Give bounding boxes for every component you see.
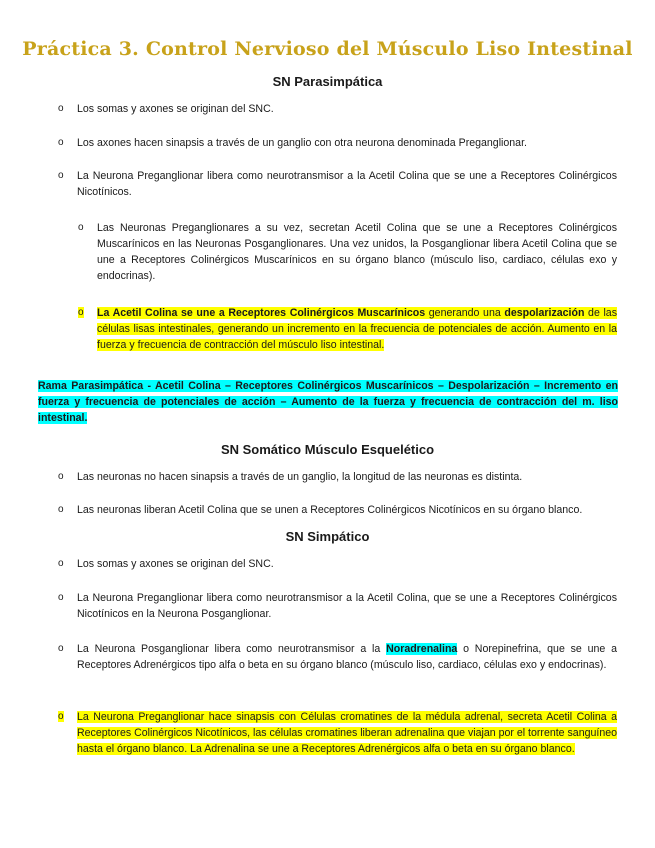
- list-item: Las neuronas no hacen sinapsis a través de un ganglio, la longitud de las neuronas es distinta.: [77, 471, 523, 483]
- list-item: La Neurona Preganglionar libera como neurotransmisor a la Acetil Colina, que se une a Receptores Colinérgicos Nicotínicos en la Neurona Posganglionar.: [77, 592, 617, 620]
- bullet-marker: o: [58, 504, 64, 515]
- noradrenalina-highlight: Noradrenalina: [386, 643, 458, 655]
- bullet-marker: o: [58, 137, 64, 148]
- bullet-marker: o: [58, 471, 64, 482]
- bullet-marker: o: [78, 222, 84, 233]
- bullet-marker: o: [58, 103, 64, 114]
- highlighted-list-item: La Neurona Preganglionar hace sinapsis con Células cromatines de la médula adrenal, secreta Acetil Colina a Receptores Colinérgicos Nicotínicos, las células cromatines liberan adrenalina que viajan por el torrente sanguíneo hasta el órgano blanco. La Adrenalina se une a Receptores Adrenérgicos alfa o beta en su órgano blanco.: [77, 711, 617, 755]
- list-item-nested: Las Neuronas Preganglionares a su vez, secretan Acetil Colina que se une a Receptores Colinérgicos Muscarínicos en las Neuronas Posganglionares. Una vez unidos, la Posganglionar libera Acetil Colina que se une a Receptores Colinérgicos Muscarínicos en su órgano blanco (músculo liso, cardiaco, células exo y endocrinas).: [97, 222, 617, 282]
- highlighted-list-item: La Acetil Colina se une a Receptores Colinérgicos Muscarínicos generando una despolarización de las células lisas intestinales, generando un incremento en la frecuencia de potenciales de acción. Aumento en la fuerza y frecuencia de contracción del músculo liso intestinal.: [97, 307, 617, 351]
- list-item: Las neuronas liberan Acetil Colina que se unen a Receptores Colinérgicos Nicotínicos en su órgano blanco.: [77, 504, 583, 516]
- highlight-text: La Acetil Colina se une a Receptores Colinérgicos Muscarínicos: [97, 307, 426, 319]
- list-item: Los somas y axones se originan del SNC.: [77, 558, 274, 570]
- heading-simpatico: SN Simpático: [285, 529, 370, 544]
- list-item: Los somas y axones se originan del SNC.: [77, 103, 274, 115]
- bullet-marker: o: [58, 592, 64, 603]
- list-item: La Neurona Preganglionar libera como neurotransmisor a la Acetil Colina que se une a Receptores Colinérgicos Nicotínicos.: [77, 170, 617, 198]
- document-title: Práctica 3. Control Nervioso del Músculo Liso Intestinal: [22, 38, 633, 60]
- highlight-text: despolarización: [504, 307, 585, 319]
- bullet-marker: o: [58, 170, 64, 181]
- list-item: Los axones hacen sinapsis a través de un ganglio con otra neurona denominada Preganglionar.: [77, 137, 527, 149]
- bullet-marker: o: [78, 307, 84, 318]
- summary-paragraph: Rama Parasimpática - Acetil Colina – Receptores Colinérgicos Muscarínicos – Despolarización – Incremento en fuerza y frecuencia de potenciales de acción – Aumento de la fuerza y frecuencia de contracción del m. liso intestinal.: [38, 380, 618, 424]
- bullet-marker: o: [58, 643, 64, 654]
- bullet-marker: o: [58, 711, 64, 722]
- bullet-marker: o: [58, 558, 64, 569]
- heading-somatico: SN Somático Músculo Esquelético: [220, 442, 435, 457]
- heading-parasimpatica: SN Parasimpática: [272, 74, 383, 89]
- list-item: La Neurona Posganglionar libera como neurotransmisor a la Noradrenalina o Norepinefrina, que se une a Receptores Adrenérgicos tipo alfa o beta en su órgano blanco (músculo liso, cardiaco, células exo y endocrinas).: [77, 643, 617, 671]
